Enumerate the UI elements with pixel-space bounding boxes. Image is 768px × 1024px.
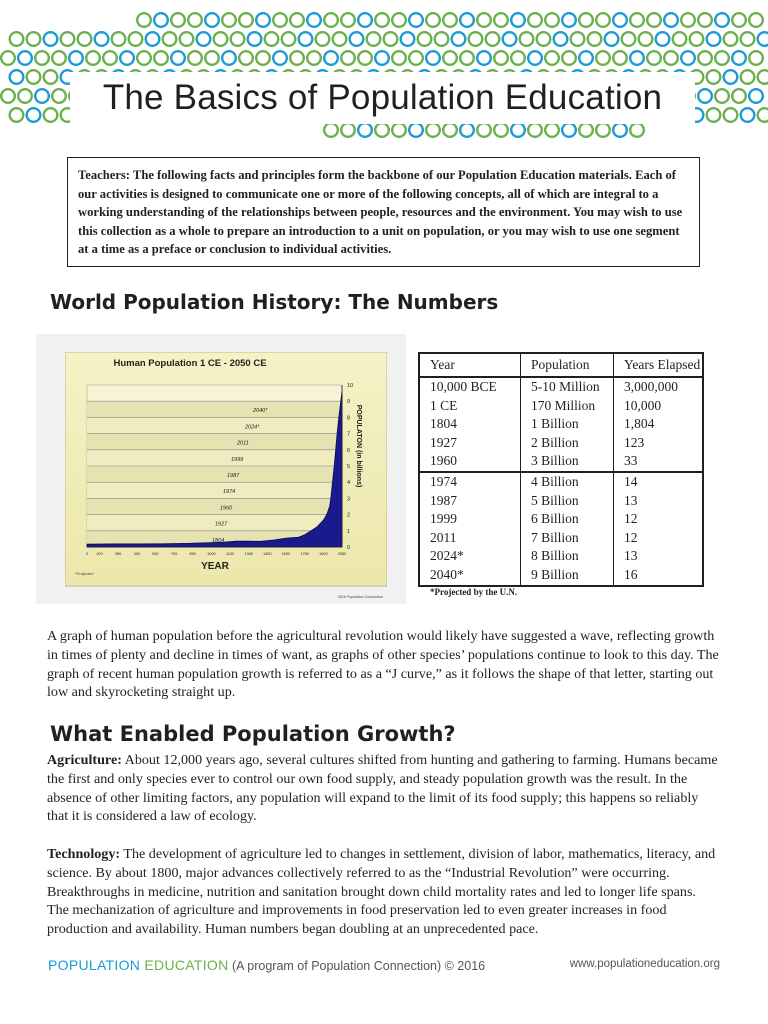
ring-decoration — [545, 13, 559, 27]
footer-brand-population: POPULATION — [48, 957, 145, 973]
ring-decoration — [44, 108, 58, 122]
ring-decoration — [724, 70, 738, 84]
ring-decoration — [1, 51, 15, 65]
page-footer — [48, 957, 720, 977]
table-row — [419, 492, 703, 511]
y-tick-label: 3 — [347, 496, 351, 503]
ring-decoration — [307, 13, 321, 27]
ring-decoration — [384, 32, 398, 46]
ring-decoration — [622, 32, 636, 46]
ring-decoration — [443, 123, 457, 137]
ring-decoration — [214, 32, 228, 46]
ring-decoration — [316, 32, 330, 46]
title-banner — [70, 72, 695, 124]
ring-decoration — [707, 108, 721, 122]
ring-decoration — [562, 51, 576, 65]
ring-decoration — [630, 123, 644, 137]
agriculture-text: About 12,000 years ago, several cultures shifted from hunting and gathering to farming. Humans became the first and only species ever to control our own food supply, and steady population growth was the result. In the absence of other limiting factors, any population will expand to the limit of its food supply; this happens so reliably that it is considered a law of ecology. — [47, 752, 718, 825]
table-row — [419, 415, 703, 434]
table-cell-population: 3 Billion — [521, 452, 614, 472]
x-tick-label: 1150 — [225, 552, 235, 556]
ring-decoration — [664, 51, 678, 65]
technology-label: Technology: — [47, 846, 121, 862]
population-table — [418, 352, 704, 587]
ring-decoration — [613, 13, 627, 27]
milestone-label: 2040* — [253, 408, 268, 415]
x-tick-label: 400 — [133, 552, 140, 556]
ring-decoration — [664, 13, 678, 27]
table-cell-years-elapsed: 12 — [614, 529, 704, 548]
y-tick-label: 7 — [347, 431, 351, 438]
page-title: The Basics of Population Education — [102, 78, 663, 117]
table-cell-year: 1999 — [419, 510, 521, 529]
ring-decoration — [248, 32, 262, 46]
ring-decoration — [324, 123, 338, 137]
ring-decoration — [596, 51, 610, 65]
chart-credit: 2016 Population Connection — [337, 595, 383, 599]
table-row — [419, 472, 703, 492]
ring-decoration — [681, 13, 695, 27]
ring-decoration — [639, 32, 653, 46]
ring-decoration — [503, 32, 517, 46]
ring-decoration — [596, 123, 610, 137]
ring-decoration — [469, 32, 483, 46]
chart-note: *Projected — [75, 571, 94, 576]
ring-decoration — [511, 51, 525, 65]
y-tick-label: 0 — [347, 545, 351, 551]
table-cell-population: 6 Billion — [521, 510, 614, 529]
ring-decoration — [129, 32, 143, 46]
table-cell-population: 7 Billion — [521, 529, 614, 548]
technology-text: The development of agriculture led to changes in settlement, division of labor, mathematics, literacy, and science. By about 1800, major advances collectively referred to as the “Industrial Revolution” were occurring. Breakthroughs in medicine, nutrition and sanitation brought down child mortality rates and led to longer life spans. The mechanization of agriculture and improvements in food preservation led to even greater increases in food production and availability. Human numbers began doubling at an unprecedented pace. — [47, 846, 716, 938]
y-tick-label: 10 — [347, 383, 354, 389]
table-cell-population: 5 Billion — [521, 492, 614, 511]
x-tick-label: 1600 — [281, 552, 291, 556]
ring-decoration — [188, 51, 202, 65]
ring-decoration — [758, 32, 768, 46]
ring-decoration — [341, 123, 355, 137]
table-cell-population: 2 Billion — [521, 434, 614, 453]
table-header-years-elapsed: Years Elapsed — [614, 353, 704, 377]
table-cell-population: 1 Billion — [521, 415, 614, 434]
ring-decoration — [1, 89, 15, 103]
milestone-label: 1999 — [231, 456, 244, 463]
population-chart-panel — [36, 334, 406, 604]
milestone-label: 1960 — [220, 505, 233, 512]
y-tick-label: 1 — [347, 528, 351, 535]
ring-decoration — [10, 32, 24, 46]
ring-decoration — [707, 70, 721, 84]
table-cell-year: 1987 — [419, 492, 521, 511]
agriculture-paragraph — [47, 751, 719, 826]
y-tick-label: 4 — [347, 480, 351, 487]
agriculture-label: Agriculture: — [47, 752, 122, 768]
ring-decoration — [418, 32, 432, 46]
ring-decoration — [18, 51, 32, 65]
ring-decoration — [749, 89, 763, 103]
ring-decoration — [290, 51, 304, 65]
ring-decoration — [392, 123, 406, 137]
ring-decoration — [409, 13, 423, 27]
milestone-band — [87, 434, 342, 450]
ring-decoration — [477, 123, 491, 137]
table-cell-years-elapsed: 10,000 — [614, 397, 704, 416]
ring-decoration — [715, 51, 729, 65]
ring-decoration — [758, 70, 768, 84]
ring-decoration — [231, 32, 245, 46]
table-cell-population: 4 Billion — [521, 472, 614, 492]
ring-decoration — [452, 32, 466, 46]
ring-decoration — [222, 13, 236, 27]
table-cell-population: 9 Billion — [521, 566, 614, 586]
y-tick-label: 6 — [347, 447, 351, 454]
ring-decoration — [605, 32, 619, 46]
ring-decoration — [273, 13, 287, 27]
ring-decoration — [571, 32, 585, 46]
x-tick-label: 1750 — [300, 552, 309, 556]
ring-decoration — [732, 51, 746, 65]
ring-decoration — [239, 13, 253, 27]
table-cell-population: 170 Million — [521, 397, 614, 416]
x-tick-label: 850 — [189, 552, 196, 556]
x-tick-label: 1000 — [207, 552, 216, 556]
table-row — [419, 547, 703, 566]
ring-decoration — [741, 70, 755, 84]
table-cell-year: 2024* — [419, 547, 521, 566]
ring-decoration — [647, 51, 661, 65]
x-tick-label: 1900 — [319, 552, 328, 556]
ring-decoration — [341, 51, 355, 65]
ring-decoration — [95, 32, 109, 46]
ring-decoration — [10, 108, 24, 122]
table-cell-year: 1974 — [419, 472, 521, 492]
ring-decoration — [579, 123, 593, 137]
y-tick-label: 2 — [347, 512, 351, 519]
ring-decoration — [205, 13, 219, 27]
ring-decoration — [443, 13, 457, 27]
table-cell-year: 1804 — [419, 415, 521, 434]
table-cell-years-elapsed: 123 — [614, 434, 704, 453]
ring-decoration — [656, 32, 670, 46]
table-cell-years-elapsed: 13 — [614, 492, 704, 511]
table-header-year: Year — [419, 353, 521, 377]
ring-decoration — [256, 13, 270, 27]
ring-decoration — [562, 13, 576, 27]
ring-decoration — [299, 32, 313, 46]
y-tick-label: 8 — [347, 415, 351, 422]
ring-decoration — [137, 13, 151, 27]
x-tick-label: 550 — [152, 552, 159, 556]
ring-decoration — [401, 32, 415, 46]
milestone-band — [87, 482, 342, 498]
section-heading-numbers: World Population History: The Numbers — [50, 290, 499, 314]
ring-decoration — [494, 13, 508, 27]
section-heading-growth: What Enabled Population Growth? — [50, 722, 456, 746]
ring-decoration — [180, 32, 194, 46]
population-chart — [65, 352, 387, 604]
ring-decoration — [758, 108, 768, 122]
ring-decoration — [154, 13, 168, 27]
ring-decoration — [528, 51, 542, 65]
ring-decoration — [78, 32, 92, 46]
teacher-intro-text: Teachers: The following facts and principles form the backbone of our Population Education materials. Each of our activities is designed to communicate one or more of the following concepts, all of which are integral to a working understanding of the relationships between people, resources and the environment. You may wish to use this collection as a whole to prepare an introduction to a unit on population, or you may wish to use one segment at a time as a preface or conclusion to individual activities. — [78, 168, 683, 257]
ring-decoration — [562, 123, 576, 137]
y-tick-label: 9 — [347, 399, 351, 406]
ring-decoration — [27, 108, 41, 122]
ring-decoration — [477, 51, 491, 65]
table-footnote: *Projected by the U.N. — [430, 587, 518, 597]
ring-decoration — [392, 13, 406, 27]
ring-decoration — [358, 51, 372, 65]
ring-decoration — [681, 51, 695, 65]
table-cell-population: 5-10 Million — [521, 377, 614, 397]
ring-decoration — [715, 89, 729, 103]
ring-decoration — [494, 51, 508, 65]
ring-decoration — [426, 13, 440, 27]
ring-decoration — [613, 51, 627, 65]
milestone-band — [87, 450, 342, 466]
ring-decoration — [120, 51, 134, 65]
ring-decoration — [732, 13, 746, 27]
ring-decoration — [630, 51, 644, 65]
table-cell-years-elapsed: 13 — [614, 547, 704, 566]
ring-decoration — [690, 32, 704, 46]
ring-decoration — [460, 13, 474, 27]
ring-decoration — [282, 32, 296, 46]
ring-decoration — [588, 32, 602, 46]
ring-decoration — [146, 32, 160, 46]
ring-decoration — [358, 123, 372, 137]
ring-decoration — [426, 123, 440, 137]
ring-decoration — [511, 13, 525, 27]
milestone-band — [87, 498, 342, 514]
ring-decoration — [749, 13, 763, 27]
milestone-label: 1974 — [223, 489, 236, 496]
ring-decoration — [528, 123, 542, 137]
table-header-population: Population — [521, 353, 614, 377]
ring-decoration — [486, 32, 500, 46]
table-cell-years-elapsed: 14 — [614, 472, 704, 492]
ring-decoration — [44, 32, 58, 46]
milestone-label: 1927 — [215, 521, 228, 528]
ring-decoration — [273, 51, 287, 65]
ring-decoration — [265, 32, 279, 46]
ring-decoration — [698, 13, 712, 27]
table-row — [419, 510, 703, 529]
table-row — [419, 397, 703, 416]
table-cell-year: 2011 — [419, 529, 521, 548]
table-cell-years-elapsed: 3,000,000 — [614, 377, 704, 397]
ring-decoration — [112, 32, 126, 46]
ring-decoration — [698, 89, 712, 103]
technology-paragraph — [47, 845, 719, 939]
ring-decoration — [528, 13, 542, 27]
y-tick-label: 5 — [347, 464, 351, 470]
ring-decoration — [520, 32, 534, 46]
table-row — [419, 566, 703, 586]
teacher-intro-box — [67, 157, 700, 267]
table-row — [419, 529, 703, 548]
table-cell-years-elapsed: 12 — [614, 510, 704, 529]
x-axis-label: YEAR — [201, 561, 229, 572]
ring-decoration — [341, 13, 355, 27]
ring-decoration — [52, 51, 66, 65]
ring-decoration — [163, 32, 177, 46]
ring-decoration — [171, 13, 185, 27]
ring-decoration — [435, 32, 449, 46]
ring-decoration — [256, 51, 270, 65]
ring-decoration — [426, 51, 440, 65]
milestone-label: 1987 — [227, 473, 240, 479]
x-tick-label: 0 — [85, 552, 89, 556]
table-row — [419, 434, 703, 453]
ring-decoration — [460, 123, 474, 137]
ring-decoration — [27, 70, 41, 84]
ring-decoration — [579, 51, 593, 65]
table-cell-year: 10,000 BCE — [419, 377, 521, 397]
milestone-label: 2011 — [237, 440, 249, 447]
ring-decoration — [537, 32, 551, 46]
ring-decoration — [358, 13, 372, 27]
ring-decoration — [554, 32, 568, 46]
j-curve-paragraph: A graph of human population before the agricultural revolution would likely have suggested a wave, reflecting growth in times of plenty and decline in times of want, as graphs of other species’ populations continue to look to this day. The graph of recent human population growth is referred to as a “J curve,” as it follows the shape of that letter, starting out low and skyrocketing straight up. — [47, 628, 719, 701]
ring-decoration — [392, 51, 406, 65]
table-cell-year: 1927 — [419, 434, 521, 453]
ring-decoration — [613, 123, 627, 137]
ring-decoration — [375, 13, 389, 27]
ring-decoration — [596, 13, 610, 27]
ring-decoration — [35, 51, 49, 65]
x-tick-label: 2050 — [337, 552, 347, 556]
x-tick-label: 1450 — [263, 552, 272, 556]
ring-decoration — [86, 51, 100, 65]
y-axis-label: POPULATON (in billions) — [355, 404, 362, 488]
chart-title: Human Population 1 CE - 2050 CE — [113, 358, 267, 369]
ring-decoration — [52, 89, 66, 103]
milestone-band — [87, 401, 342, 417]
milestone-label: 1804 — [212, 537, 225, 544]
ring-decoration — [103, 51, 117, 65]
ring-decoration — [10, 70, 24, 84]
ring-decoration — [154, 51, 168, 65]
footer-url[interactable]: www.populationeducation.org — [569, 958, 720, 970]
ring-decoration — [460, 51, 474, 65]
ring-decoration — [630, 13, 644, 27]
ring-decoration — [375, 51, 389, 65]
ring-decoration — [409, 123, 423, 137]
ring-decoration — [27, 32, 41, 46]
table-cell-population: 8 Billion — [521, 547, 614, 566]
ring-decoration — [545, 51, 559, 65]
ring-decoration — [545, 123, 559, 137]
ring-decoration — [409, 51, 423, 65]
table-cell-years-elapsed: 1,804 — [614, 415, 704, 434]
table-row — [419, 452, 703, 472]
ring-decoration — [69, 51, 83, 65]
ring-decoration — [188, 13, 202, 27]
ring-decoration — [324, 13, 338, 27]
table-header-row — [419, 353, 703, 377]
milestone-band — [87, 466, 342, 482]
ring-decoration — [375, 123, 389, 137]
ring-decoration — [44, 70, 58, 84]
table-cell-year: 1960 — [419, 452, 521, 472]
table-cell-years-elapsed: 33 — [614, 452, 704, 472]
ring-decoration — [443, 51, 457, 65]
ring-decoration — [511, 123, 525, 137]
ring-decoration — [239, 51, 253, 65]
footer-brand-education: EDUCATION — [144, 957, 229, 973]
x-tick-label: 700 — [170, 552, 178, 556]
ring-decoration — [307, 51, 321, 65]
ring-decoration — [741, 32, 755, 46]
ring-decoration — [137, 51, 151, 65]
ring-decoration — [367, 32, 381, 46]
ring-decoration — [724, 32, 738, 46]
ring-decoration — [333, 32, 347, 46]
milestone-band — [87, 417, 342, 433]
ring-decoration — [647, 13, 661, 27]
table-row — [419, 377, 703, 397]
table-cell-year: 2040* — [419, 566, 521, 586]
ring-decoration — [477, 13, 491, 27]
ring-decoration — [715, 13, 729, 27]
ring-decoration — [741, 108, 755, 122]
ring-decoration — [61, 32, 75, 46]
ring-decoration — [673, 32, 687, 46]
ring-decoration — [707, 32, 721, 46]
ring-decoration — [18, 89, 32, 103]
ring-decoration — [290, 13, 304, 27]
ring-decoration — [732, 89, 746, 103]
ring-decoration — [324, 51, 338, 65]
ring-decoration — [350, 32, 364, 46]
table-cell-years-elapsed: 16 — [614, 566, 704, 586]
ring-decoration — [205, 51, 219, 65]
ring-decoration — [222, 51, 236, 65]
ring-decoration — [197, 32, 211, 46]
ring-decoration — [35, 89, 49, 103]
x-tick-label: 250 — [114, 552, 122, 556]
ring-decoration — [724, 108, 738, 122]
x-tick-label: 100 — [96, 552, 103, 556]
ring-decoration — [579, 13, 593, 27]
table-cell-year: 1 CE — [419, 397, 521, 416]
milestone-label: 2024* — [245, 424, 260, 431]
ring-decoration — [494, 123, 508, 137]
ring-decoration — [698, 51, 712, 65]
ring-decoration — [749, 51, 763, 65]
x-tick-label: 1300 — [244, 552, 253, 556]
footer-tagline: (A program of Population Connection) © 2016 — [228, 959, 486, 973]
ring-decoration — [171, 51, 185, 65]
